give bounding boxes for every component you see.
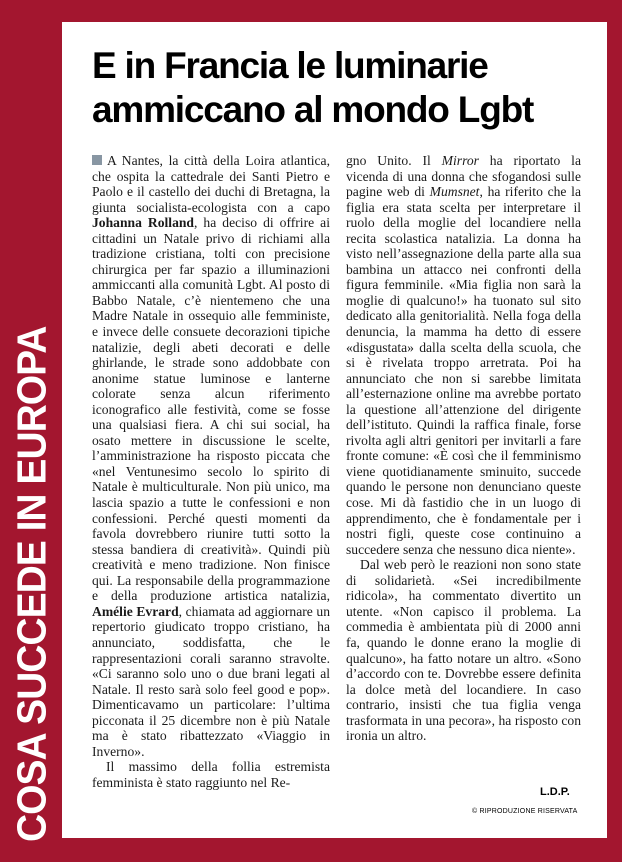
paragraph: gno Unito. Il Mirror ha riportato la vicenda di una donna che sfogandosi sulle pagine web di Mumsnet, ha riferito che la figlia era stata scelta per interpretare il ruolo della moglie del locandiere nella recita scolastica natalizia. La donna ha visto nell’assegnazione della parte alla sua bambina un attacco nei confronti della figura femminile. «Mia figlia non sarà la moglie di qualcuno!» ha tuonato sul sito dedicato alla genitorialità. Nella foga della denuncia, la mamma ha detto di essere «disgustata» dalla scelta della scuola, che si è rivelata troppo arretrata. Poi ha annunciato che non si sarebbe limitata all’esternazione online ma avrebbe portato la questione all’attenzione del dirigente dell’istituto. Quindi la raffica finale, forse rivolta agli altri genitori per invitarli a fare fronte comune: «È così che il femminismo viene quotidianamente sminuito, succede quando le persone non denunciano queste cose. Mi dà fastidio che in un luogo di apprendimento, che è fondamentale per i nostri figli, queste cose continuino a succedere senza che nessuno dica niente». <box>346 153 581 557</box>
author-signature: L.D.P. <box>540 786 570 798</box>
publication-name: Mumsnet <box>429 184 480 200</box>
person-name: Johanna Rolland <box>92 215 194 231</box>
copyright-notice: © RIPRODUZIONE RISERVATA <box>472 808 578 815</box>
paragraph: Dal web però le reazioni non sono state di solidarietà. «Sei incredibilmente ridicola», ha commentato divertito un utente. «Non capisco il problema. La commedia è ambientata più di 2000 anni fa, quando le donne erano la moglie di qualcuno», ha fatto notare un altro. «Sono d’accordo con te. Dovrebbe essere definita la dolce metà del locandiere. In caso contrario, insisti che tua figlia venga trasformata in una pecora», ha risposto con ironia un altro. <box>346 557 581 744</box>
person-name: Amélie Evrard <box>92 603 179 619</box>
publication-name: Mirror <box>441 153 479 168</box>
bullet-square-icon <box>92 155 102 165</box>
paragraph: A Nantes, la città della Loira atlantica, che ospita la cattedrale dei Santi Pietro e Paolo e il castello dei duchi di Bretagna, la giunta socialista-ecologista con a capo Johanna Rolland, ha deciso di offrire ai cittadini un Natale privo di richiami alla tradizione cristiana, tolti con precisione chirurgica per far spazio a illuminazioni ammiccanti alla comunità Lgbt. Al posto di Babbo Natale, c’è nientemeno che una Madre Natale in ossequio alle femministe, e invece delle consuete decorazioni tipiche natalizie, degli abeti decorati e delle ghirlande, le strade sono addobbate con anonime statue luminose e lanterne colorate senza alcun riferimento iconografico alle festività, come se fosse una qualsiasi fiera. A chi sui social, ha osato mettere in discussione le scelte, l’amministrazione ha risposto piccata che «nel Ventunesimo secolo lo spirito di Natale è multiculturale. Non più unico, ma lascia spazio a tutte le confessioni e non confessioni. Perché questi momenti da favola dovrebbero riunire tutti sotto la stessa bandiera di creatività». Quindi più creatività e meno tradizione. Non finisce qui. La responsabile della programmazione e della produzione artistica natalizia, Amélie Evrard, chiamata ad aggiornare un repertorio giudicato troppo cristiano, ha annunciato, soddisfatta, che le rappresentazioni corali saranno stravolte. «Ci saranno solo uno o due brani legati al Natale. Il resto sarà solo feel good e pop». Dimenticavamo un particolare: l’ultima picconata il 25 dicembre non è più Natale ma è stato ribattezzato «Viaggio in Inverno». <box>92 153 330 759</box>
paragraph: Il massimo della follia estremista femminista è stato raggiunto nel Re- <box>92 759 330 790</box>
headline: E in Francia le luminarie ammiccano al mondo Lgbt <box>92 45 534 130</box>
article-column-1 <box>92 153 330 790</box>
article-column-2 <box>346 153 581 744</box>
section-label: COSA SUCCEDE IN EUROPA <box>10 326 56 842</box>
